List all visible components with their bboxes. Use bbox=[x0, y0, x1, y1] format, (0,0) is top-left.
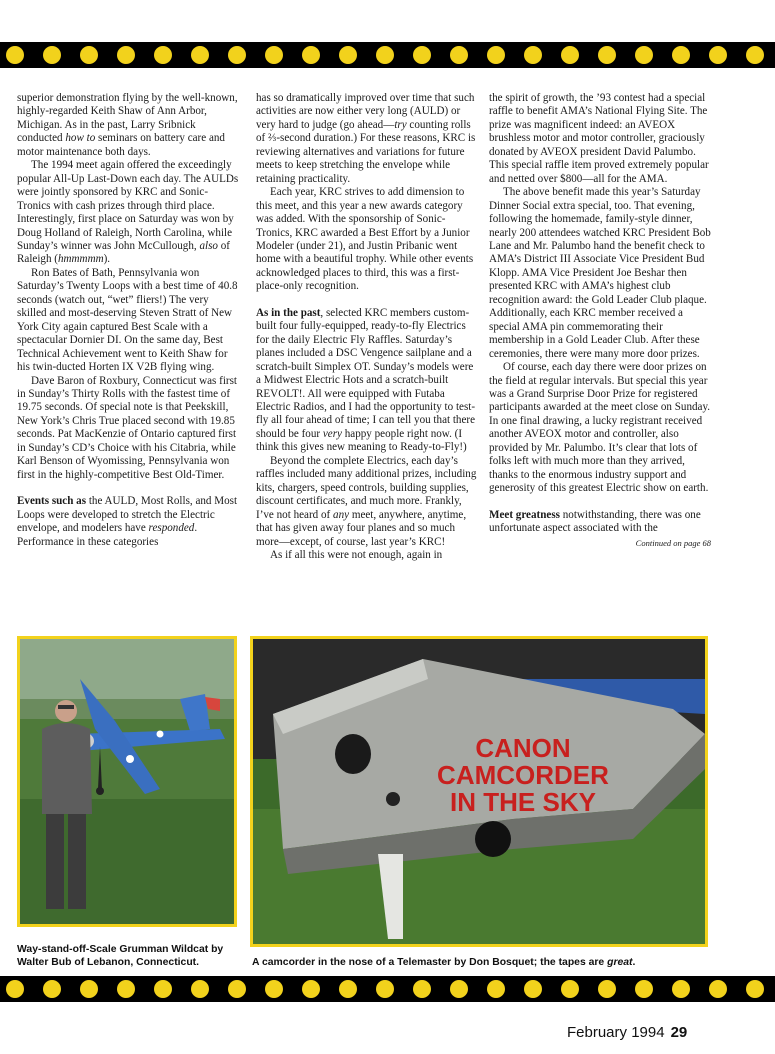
sprocket-hole bbox=[302, 46, 320, 64]
text-run: happy people right now. (I think this gives new meaning to Ready-to-Fly!) bbox=[256, 427, 467, 454]
text-run: Beyond the complete Electrics, each day’s raffles included many additional prizes, including kits, chargers, speed controls, building supplies, discount certificates, and much more. Frankly, I’ve not heard of bbox=[256, 454, 477, 521]
sprocket-hole bbox=[265, 46, 283, 64]
paragraph bbox=[17, 495, 239, 549]
sprocket-hole bbox=[80, 980, 98, 998]
text-run: As if all this were not enough, again in bbox=[270, 548, 443, 561]
emphasis-text: hmmmmm bbox=[57, 253, 104, 266]
sprocket-hole bbox=[228, 980, 246, 998]
sprocket-hole bbox=[6, 46, 24, 64]
film-strip-top bbox=[0, 42, 775, 68]
text-run: counting rolls of ⅔-second duration.) For these reasons, KRC is reviewing alternatives and variations for future meets to keep stretching the envelope while retaining practicality. bbox=[256, 118, 476, 185]
emphasis-text: any bbox=[333, 508, 350, 521]
telemaster-photo-illustration bbox=[253, 639, 705, 944]
sprocket-hole bbox=[487, 46, 505, 64]
sprocket-hole bbox=[43, 46, 61, 64]
emphasis-text: responded bbox=[148, 522, 195, 535]
paragraph bbox=[256, 307, 478, 455]
text-run: of Raleigh ( bbox=[17, 239, 230, 266]
sprocket-hole bbox=[376, 46, 394, 64]
sprocket-hole bbox=[598, 46, 616, 64]
sprocket-hole bbox=[191, 980, 209, 998]
text-run: the AULD, Most Rolls, and Most Loops were developed to stretch the Electric envelope, and modelers have bbox=[17, 495, 238, 535]
sprocket-hole bbox=[709, 46, 727, 64]
sprocket-hole bbox=[154, 980, 172, 998]
text-column-1 bbox=[17, 92, 239, 549]
wildcat-photo-illustration bbox=[20, 639, 234, 924]
text-run: . bbox=[632, 957, 636, 968]
sprocket-hole bbox=[43, 980, 61, 998]
sprocket-hole bbox=[561, 46, 579, 64]
sprocket-hole bbox=[672, 46, 690, 64]
sprocket-hole bbox=[746, 46, 764, 64]
sprocket-hole bbox=[487, 980, 505, 998]
sprocket-hole bbox=[450, 46, 468, 64]
run-in-heading: Events such as bbox=[17, 495, 87, 508]
paragraph bbox=[489, 361, 711, 496]
emphasis-text: very bbox=[322, 427, 342, 440]
text-run: the spirit of growth, the ’93 contest had a special raffle to benefit AMA’s National Flying Site. The prize was magnificent indeed: an AVEOX brushless motor and motor controller, graciously donated by AVEOX president David Palumbo. This special raffle item proved extremely popular and netted over $800—all for the AMA. bbox=[489, 92, 709, 185]
film-strip-bottom bbox=[0, 976, 775, 1002]
text-run: notwithstanding, there was one unfortunate aspect associated with the bbox=[489, 508, 701, 535]
sprocket-hole bbox=[154, 46, 172, 64]
sprocket-hole bbox=[228, 46, 246, 64]
text-run: seminars on battery care and motor maintenance both days. bbox=[17, 132, 225, 158]
text-run: Each year, KRC strives to add dimension to this meet, and this year a new awards category was added. With the sponsorship of Sonic-Tronics, KRC awarded a Best Effort by a Junior Modeler (under 21), and Justin Pribanic went home with a beautiful trophy. While other events acknowledged places to third, this was a first-place-only recognition. bbox=[256, 186, 474, 293]
sprocket-hole bbox=[117, 46, 135, 64]
text-run: The 1994 meet again offered the exceedingly popular All-Up Last-Down each day. The AULDs were jointly sponsored by KRC and Sonic-Tronics with cash prizes through third place. Interestingly, first place on Saturday was won by Doug Holland of Raleigh, North Carolina, while Sunday’s winner was John McCullough, bbox=[17, 159, 239, 252]
sprocket-hole bbox=[450, 980, 468, 998]
fuselage-text-line-3: IN THE SKY bbox=[450, 787, 596, 817]
text-run: Of course, each day there were door prizes on the field at regular intervals. But special this year was a Grand Surprise Door Prize for registered participants awarded at the meet close on Sunday. In one final drawing, a lucky registrant received another AVEOX motor and controller, also provided by Mr. Palumbo. It’s clear that lots of folks left with much more than they arrived, thanks to the enormous industry support and generosity of this greatest Electric show on earth. bbox=[489, 361, 711, 495]
paragraph bbox=[256, 92, 478, 186]
sprocket-hole bbox=[635, 46, 653, 64]
sprocket-hole bbox=[117, 980, 135, 998]
paragraph bbox=[17, 375, 239, 483]
fuselage-text-line-1: CANON bbox=[475, 733, 571, 763]
paragraph bbox=[489, 509, 711, 536]
sprocket-hole bbox=[672, 980, 690, 998]
paragraph bbox=[256, 186, 478, 294]
sprocket-hole bbox=[339, 980, 357, 998]
caption-telemaster bbox=[252, 956, 712, 969]
photo-telemaster-camcorder bbox=[250, 636, 708, 947]
text-run: . Performance in these categories bbox=[17, 522, 198, 548]
text-column-3 bbox=[489, 92, 711, 550]
sprocket-hole bbox=[265, 980, 283, 998]
paragraph bbox=[17, 267, 239, 375]
text-run: meet, anywhere, anytime, that has given away four planes and so much more—except, of course, last year’s KRC! bbox=[256, 508, 467, 548]
run-in-heading: Meet greatness bbox=[489, 508, 560, 521]
sprocket-hole bbox=[561, 980, 579, 998]
emphasis-text: also bbox=[199, 239, 218, 252]
run-in-heading: As in the past bbox=[256, 306, 321, 319]
page-number: 29 bbox=[670, 1024, 688, 1041]
emphasis-text: how to bbox=[65, 132, 96, 145]
sprocket-hole bbox=[635, 980, 653, 998]
text-run: superior demonstration flying by the well-known, highly-regarded Keith Shaw of Ann Arbor, Michigan. As in the past, Larry Sribnick conducted bbox=[17, 92, 238, 145]
emphasis-text: great bbox=[607, 957, 633, 968]
sprocket-hole bbox=[413, 46, 431, 64]
text-run: A camcorder in the nose of a Telemaster by Don Bosquet; the tapes are bbox=[252, 957, 608, 968]
sprocket-hole bbox=[413, 980, 431, 998]
text-run: has so dramatically improved over time that such activities are now either very long (AULD) or very hard to judge (go ahead— bbox=[256, 92, 475, 131]
text-run: Ron Bates of Bath, Pennsylvania won Saturday’s Twenty Loops with a best time of 40.8 seconds (watch out, “wet” fliers!) The very skilled and most-deserving Steven Stratt of New York City again captured Best Scale with a spectacular Dornier DI. On the same day, Best Technical Achievement went to Keith Shaw for his twin-ducted Horten IX V2B flying wing. bbox=[17, 266, 238, 374]
sprocket-hole bbox=[524, 980, 542, 998]
paragraph bbox=[17, 92, 239, 159]
paragraph bbox=[256, 455, 478, 549]
photo-grumman-wildcat bbox=[17, 636, 237, 927]
sprocket-hole bbox=[80, 46, 98, 64]
sprocket-hole bbox=[709, 980, 727, 998]
sprocket-hole bbox=[746, 980, 764, 998]
emphasis-text: try bbox=[394, 118, 407, 131]
text-run: The above benefit made this year’s Saturday Dinner Social extra special, too. That evening, following the homemade, family-style dinner, nearly 200 attendees watched KRC President Bob Lane and Mr. Palumbo hand the benefit check to AMA’s District III Associate Vice President Bud Klopp. AMA Vice President Joe Beshar then presented KRC with AMA’s highest club recognition award: the Gold Leader Club plaque. Additionally, each KRC member received a special AMA pin commemorating their membership in a Gold Leader Club. After these ceremonies, there were many more door prizes. bbox=[489, 186, 711, 360]
text-column-2 bbox=[256, 92, 478, 562]
paragraph bbox=[489, 92, 711, 186]
page-footer bbox=[567, 1024, 687, 1041]
sprocket-hole bbox=[339, 46, 357, 64]
text-run: , selected KRC members custom-built four fully-equipped, ready-to-fly Electrics for the daily Electric Fly Raffles. Saturday’s planes included a DSC Vengence sailplane and a scratch-built Simplex OT. Sunday’s models were a Midwest Electric Hots and a scratch-built REVOLT!. All were equipped with Futaba Electric Radios, and I had the opportunity to test-fly all four ahead of time; I can tell you that there should be four bbox=[256, 306, 476, 440]
sprocket-hole bbox=[6, 980, 24, 998]
sprocket-hole bbox=[376, 980, 394, 998]
text-run: Dave Baron of Roxbury, Connecticut was first in Sunday’s Thirty Rolls with the fastest time of 19.75 seconds. Of special note is that Peekskill, New York’s Chris True placed second with 19.85 seconds. Pat MacKenzie of Ontario captured first in Sunday’s CD’s Choice with his Citabria, while Karl Benson of Wyomissing, Pennsylvania won first in the highly-competitive Best Old-Timer. bbox=[17, 374, 238, 481]
sprocket-hole bbox=[191, 46, 209, 64]
paragraph bbox=[17, 159, 239, 267]
continued-on-note: Continued on page 68 bbox=[635, 537, 711, 548]
text-run: ). bbox=[103, 253, 111, 266]
sprocket-hole bbox=[598, 980, 616, 998]
sprocket-hole bbox=[524, 46, 542, 64]
fuselage-text-line-2: CAMCORDER bbox=[437, 760, 609, 790]
caption-wildcat: Way-stand-off-Scale Grumman Wildcat by Walter Bub of Lebanon, Connecticut. bbox=[17, 944, 224, 968]
paragraph bbox=[256, 549, 478, 562]
issue-date: February 1994 bbox=[567, 1024, 665, 1041]
paragraph bbox=[489, 186, 711, 361]
sprocket-hole bbox=[302, 980, 320, 998]
